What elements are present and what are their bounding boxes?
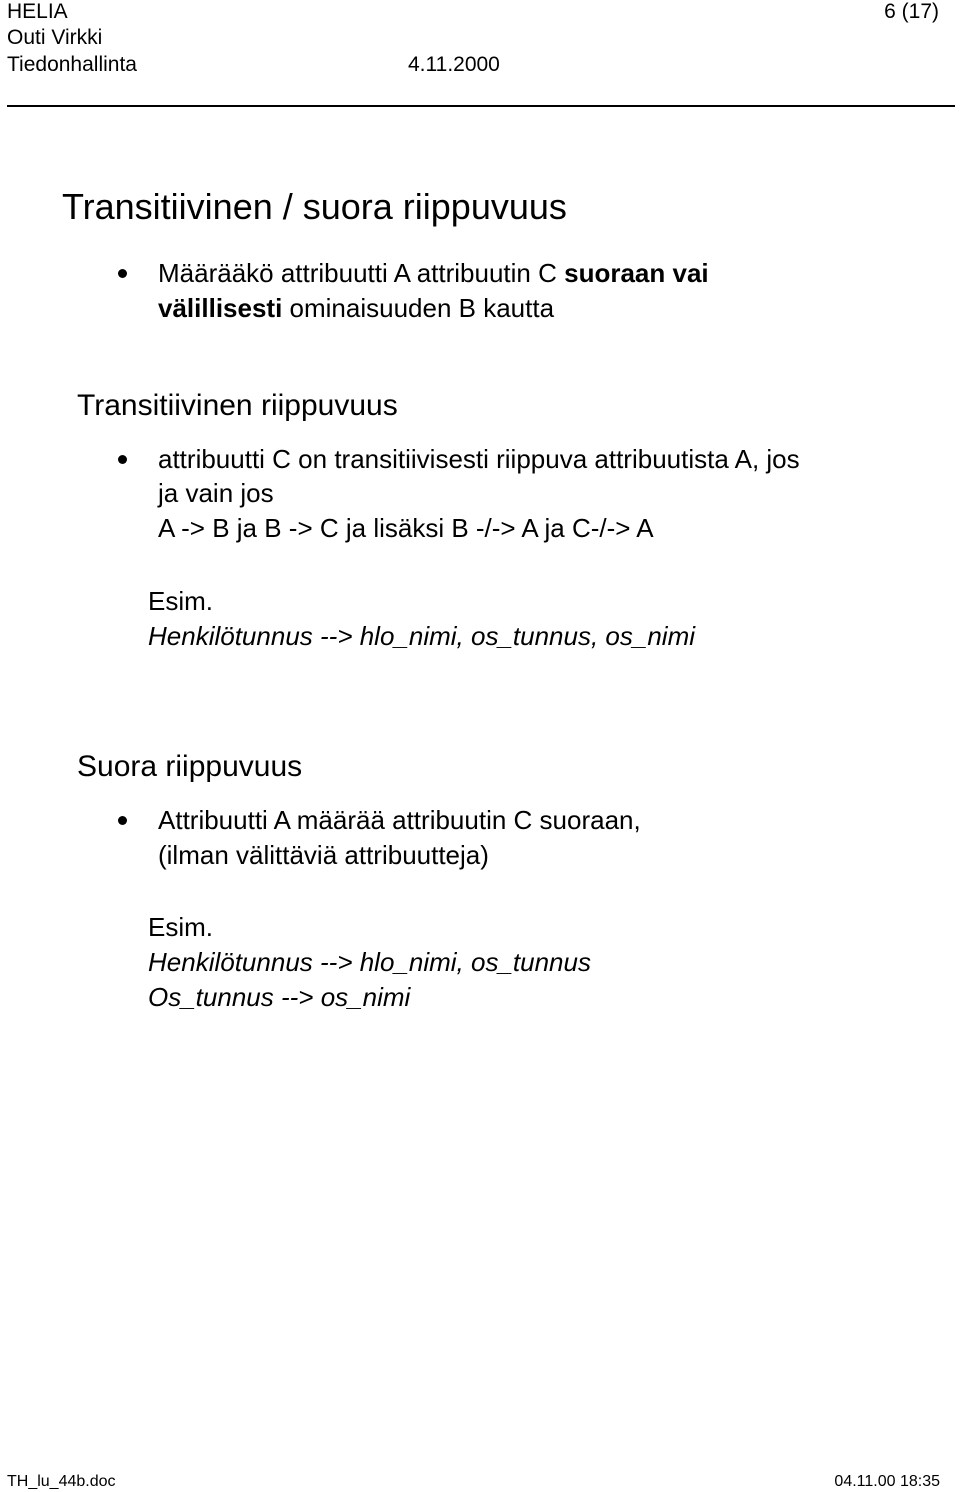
header-divider [7, 105, 955, 107]
direct-example-line-2: Os_tunnus --> os_nimi [148, 982, 411, 1012]
intro-text-end: ominaisuuden B kautta [282, 293, 555, 323]
header-course: Tiedonhallinta [7, 53, 137, 76]
header-date: 4.11.2000 [408, 53, 500, 76]
transitive-example-line-1: Henkilötunnus --> hlo_nimi, os_tunnus, os_nimi [148, 621, 696, 651]
direct-example-label: Esim. [148, 912, 213, 942]
footer-filename: TH_lu_44b.doc [7, 1473, 116, 1490]
direct-example-line-1: Henkilötunnus --> hlo_nimi, os_tunnus [148, 947, 591, 977]
header-author: Outi Virkki [7, 26, 103, 49]
header-page-number: 6 (17) [884, 0, 939, 23]
direct-heading: Suora riippuvuus [77, 750, 303, 783]
transitive-heading: Transitiivinen riippuvuus [77, 389, 398, 422]
intro-emphasis-indirect: välillisesti [158, 293, 283, 323]
intro-line-2 [158, 291, 554, 326]
transitive-line-2: ja vain jos [158, 478, 274, 508]
transitive-line-1: attribuutti C on transitiivisesti riippuva attribuutista A, jos [158, 444, 800, 474]
footer-timestamp: 04.11.00 18:35 [834, 1473, 940, 1490]
header-org: HELIA [7, 0, 68, 23]
intro-emphasis-direct: suoraan vai [564, 258, 709, 288]
intro-line-1 [158, 256, 709, 291]
direct-line-1: Attribuutti A määrää attribuutin C suoraan, [158, 805, 641, 835]
bullet-icon [118, 816, 127, 825]
transitive-line-3: A -> B ja B -> C ja lisäksi B -/-> A ja C-/-> A [158, 513, 654, 543]
direct-line-2: (ilman välittäviä attribuutteja) [158, 840, 489, 870]
page-title: Transitiivinen / suora riippuvuus [62, 186, 567, 227]
intro-text: Määrääkö attribuutti A attribuutin C [158, 258, 565, 288]
transitive-example-label: Esim. [148, 586, 213, 616]
bullet-icon [118, 269, 127, 278]
bullet-icon [118, 455, 127, 464]
